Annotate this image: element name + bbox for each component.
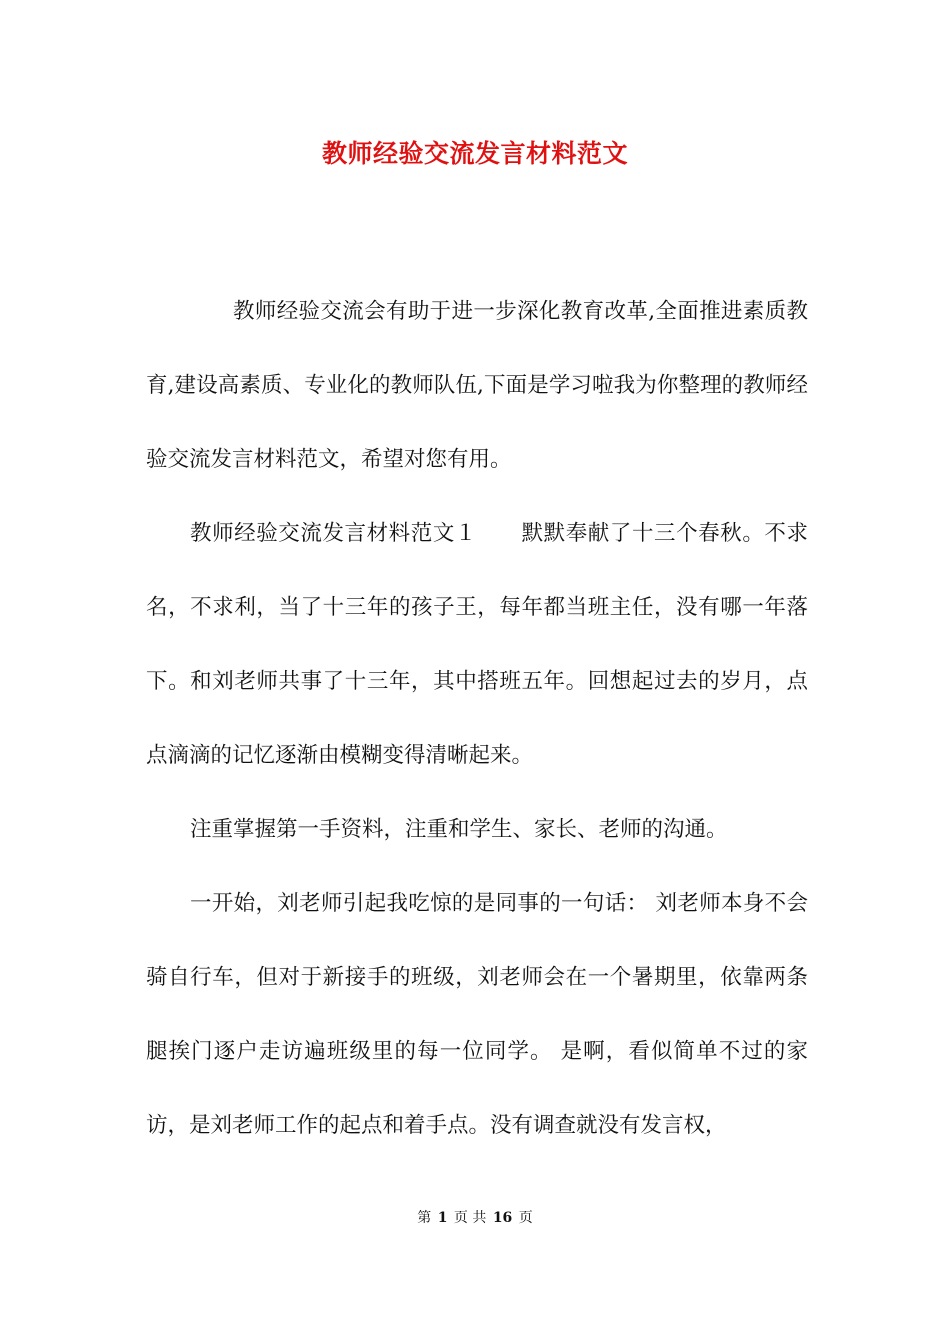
footer-suffix: 页 (518, 1210, 533, 1226)
section-heading: 教师经验交流发言材料范文１ (190, 521, 477, 546)
document-title: 教师经验交流发言材料范文 (321, 139, 628, 168)
footer-prefix: 第 (417, 1210, 432, 1226)
footer-total-pages: 16 (492, 1210, 513, 1226)
footer-page-number: 1 (437, 1210, 448, 1226)
paragraph-3: 注重掌握第一手资料，注重和学生、家长、老师的沟通。 (190, 817, 728, 842)
paragraph-4: 一开始，刘老师引起我吃惊的是同事的一句话： 刘老师本身不会骑自行车，但对于新接手的班级，刘老师会在一个暑期里，依靠两条腿挨门逐户走访遍班级里的每一位同学。 是啊，看似简单不过的家访，是刘老师工作的起点和着手点。没有调查就没有发言权， (146, 891, 808, 1138)
intro-paragraph: 教师经验交流会有助于进一步深化教育改革,全面推进素质教育,建设高素质、专业化的教师队伍,下面是学习啦我为你整理的教师经验交流发言材料范文，希望对您有用。 (146, 299, 808, 472)
page-footer (0, 1208, 950, 1228)
section-text: 默默奉献了十三个春秋。不求名，不求利，当了十三年的孩子王，每年都当班主任，没有哪一年落下。和刘老师共事了十三年，其中搭班五年。回想起过去的岁月，点点滴滴的记忆逐渐由模糊变得清晰起来。 (146, 521, 808, 768)
footer-middle: 页 共 (453, 1210, 487, 1226)
section-paragraph (146, 497, 808, 793)
document-body (146, 275, 808, 1163)
